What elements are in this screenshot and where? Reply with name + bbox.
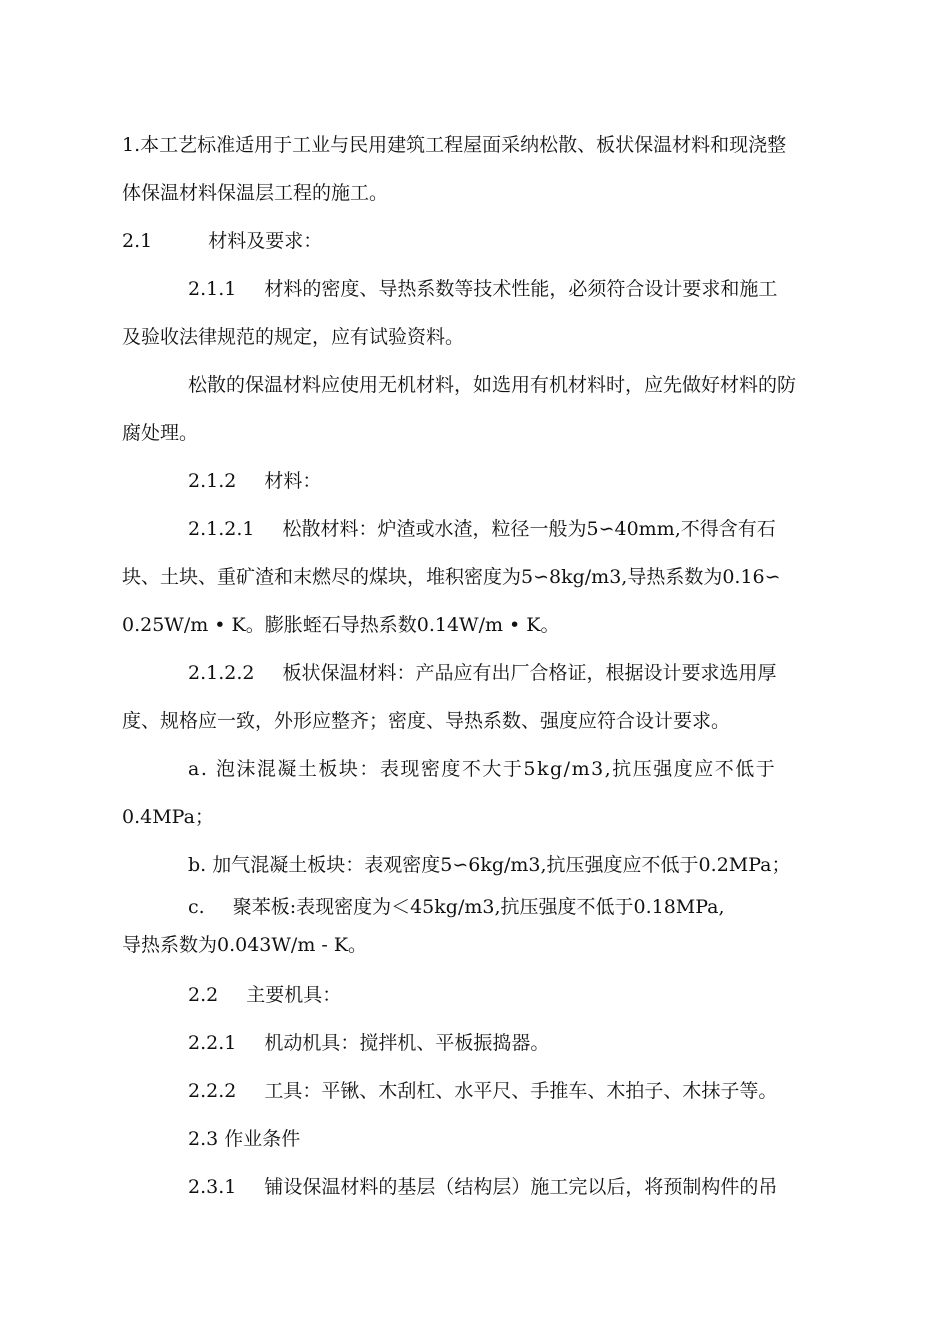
item-c-line-2: 导热系数为0.043W/m - K。: [122, 934, 368, 956]
section-2-1-heading: [122, 229, 322, 253]
item-b-line-1: b. 加气混凝土板块：表观密度5∽6kg/m3,抗压强度应不低于0.2MPa；: [188, 854, 791, 876]
loose-note-line-1: 松散的保温材料应使用无机材料，如选用有机材料时，应先做好材料的防: [188, 374, 797, 396]
intro-line-1: 1.本工艺标准适用于工业与民用建筑工程屋面采纳松散、板状保温材料和现浇整: [122, 134, 787, 156]
section-2-3-1-line-1: [188, 1175, 777, 1199]
section-number: 2.2.2: [188, 1080, 237, 1102]
section-title: 材料：: [264, 470, 322, 492]
intro-line-2: 体保温材料保温层工程的施工。: [122, 182, 389, 204]
paragraph-text: 聚苯板:表现密度为＜45kg/m3,抗压强度不低于0.18MPa,: [232, 896, 725, 918]
paragraph-text: 材料的密度、导热系数等技术性能，必须符合设计要求和施工: [264, 278, 778, 300]
section-number: 2.1.1: [188, 278, 237, 300]
item-a-line-2: 0.4MPa；: [122, 806, 214, 828]
paragraph-text: 松散材料：炉渣或水渣，粒径一般为5∽40mm,不得含有石: [282, 518, 776, 540]
section-number: 2.2.1: [188, 1032, 237, 1054]
section-2-2-heading: [188, 983, 341, 1007]
section-number: 2.1.2.1: [188, 518, 255, 540]
paragraph-text: 工具：平锹、木刮杠、水平尺、手推车、木拍子、木抹子等。: [264, 1080, 778, 1102]
paragraph-text: 铺设保温材料的基层（结构层）施工完以后，将预制构件的吊: [264, 1176, 778, 1198]
loose-note-line-2: 腐处理。: [122, 422, 199, 444]
item-a-line-1: a. 泡沫混凝土板块：表现密度不大于5kg/m3,抗压强度应不低于: [188, 758, 777, 780]
section-2-1-2-1-line-3: 0.25W/m • K。膨胀蛭石导热系数0.14W/m • K。: [122, 614, 560, 636]
section-number: 2.3.1: [188, 1176, 237, 1198]
paragraph-text: 板状保温材料：产品应有出厂合格证，根据设计要求选用厚: [282, 662, 777, 684]
section-number: 2.2: [188, 984, 219, 1006]
section-2-1-2-1-line-2: 块、土块、重矿渣和末燃尽的煤块，堆积密度为5∽8kg/m3,导热系数为0.16∽: [122, 566, 781, 588]
section-2-1-2-1-line-1: [188, 517, 776, 541]
item-c-line-1: [188, 895, 725, 919]
section-number: 2.1: [122, 230, 153, 252]
section-2-1-2-2-line-1: [188, 661, 777, 685]
section-2-1-1-line-1: [188, 277, 777, 301]
section-2-2-1: [188, 1031, 549, 1055]
section-2-1-2-2-line-2: 度、规格应一致，外形应整齐；密度、导热系数、强度应符合设计要求。: [122, 710, 731, 732]
item-label: c.: [188, 896, 205, 918]
paragraph-text: 机动机具：搅拌机、平板振捣器。: [264, 1032, 550, 1054]
section-number: 2.1.2: [188, 470, 237, 492]
section-number: 2.1.2.2: [188, 662, 255, 684]
section-2-1-1-line-2: 及验收法律规范的规定，应有试验资料。: [122, 326, 465, 348]
section-2-1-2-heading: [188, 469, 321, 493]
section-2-3-heading: 2.3 作业条件: [188, 1128, 301, 1150]
section-title: 材料及要求：: [208, 230, 323, 252]
section-2-2-2: [188, 1079, 777, 1103]
section-title: 主要机具：: [246, 984, 342, 1006]
